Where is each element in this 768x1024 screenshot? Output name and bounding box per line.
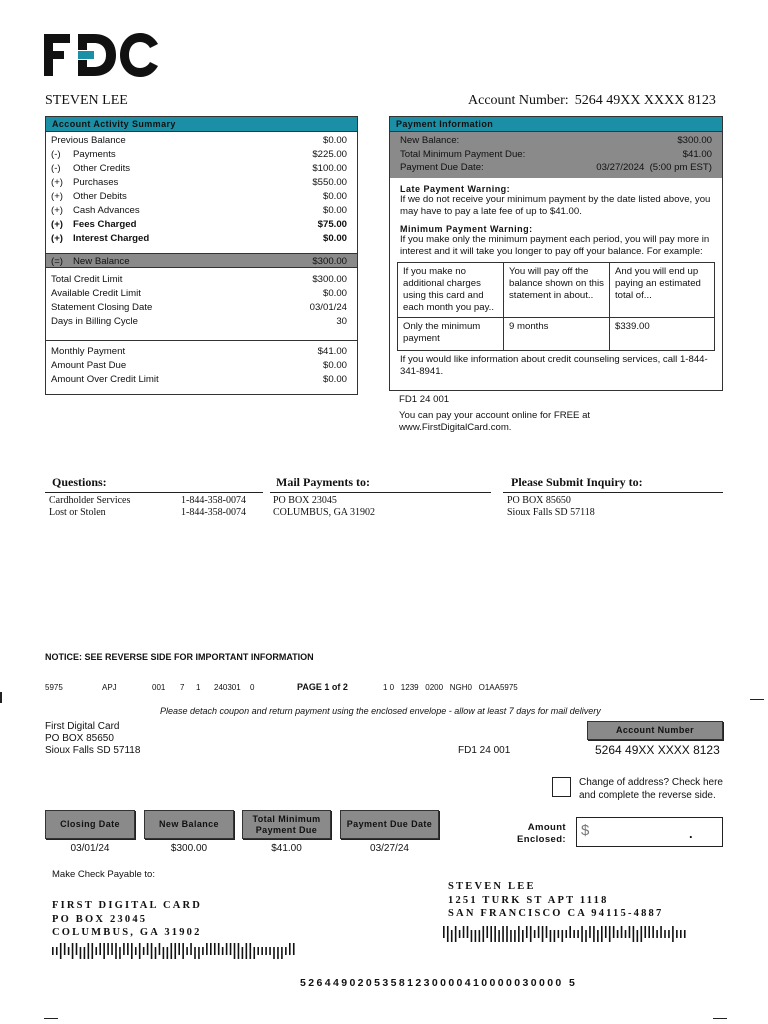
credit-label: Available Credit Limit [51, 288, 141, 299]
activity-value: $75.00 [317, 219, 347, 230]
notice-text: NOTICE: SEE REVERSE SIDE FOR IMPORTANT INFORMATION [45, 652, 314, 662]
payment-value: $41.00 [317, 346, 347, 357]
late-warning-text: If we do not receive your minimum payment by the date listed above, you may have to pay a late fee of up to $41.00. [400, 193, 711, 217]
amount-enclosed-field[interactable] [576, 817, 723, 847]
mail-payments-section [270, 475, 491, 519]
table-cell: $339.00 [610, 317, 715, 350]
min-due-label: Total Minimum Payment Due [242, 810, 331, 839]
payment-info-title: Payment Information [390, 117, 722, 132]
issuer-address [45, 721, 140, 757]
questions-section [45, 475, 263, 519]
previous-balance-value: $0.00 [322, 135, 347, 146]
activity-row-other-credits [46, 162, 357, 176]
amount-label-2: Enclosed: [517, 834, 566, 845]
questions-title: Questions: [45, 475, 263, 493]
activity-row-purchases [46, 176, 357, 190]
new-balance-label: New Balance [144, 810, 234, 839]
coupon-code: FD1 24 001 [458, 745, 511, 756]
customer-name: STEVEN LEE [45, 93, 128, 108]
credit-row-billing-days [46, 315, 357, 329]
code: 5975 [45, 683, 63, 692]
contact-row-cardholder [49, 495, 263, 507]
code: 7 [180, 683, 185, 692]
activity-prefix: (-) [51, 163, 61, 174]
account-activity-summary [45, 116, 358, 395]
activity-value: $0.00 [322, 205, 347, 216]
credit-counseling-text: If you would like information about credit counseling services, call 1-844-341-8941. [400, 353, 708, 377]
mail-title: Mail Payments to: [270, 475, 491, 493]
customer-address [448, 880, 663, 921]
pi-value: $41.00 [682, 148, 712, 160]
pi-label: Payment Due Date: [400, 162, 484, 173]
closing-date-value: 03/01/24 [70, 843, 110, 854]
code: 240301 [214, 683, 241, 692]
account-number-header [468, 93, 716, 109]
closing-date-label: Closing Date [45, 810, 135, 839]
postal-barcode [52, 943, 298, 959]
pi-value: 03/27/2024 (5:00 pm EST) [596, 162, 712, 173]
edge-mark [0, 692, 2, 703]
activity-prefix: (-) [51, 149, 61, 160]
credit-row-available-limit [46, 287, 357, 301]
min-due-value: $41.00 [271, 843, 302, 854]
due-date-value: 03/27/24 [370, 843, 409, 854]
activity-label: Interest Charged [73, 233, 150, 244]
change-address-text: Change of address? Check here and complete the reverse side. [579, 777, 723, 801]
inquiry-title: Please Submit Inquiry to: [503, 475, 723, 493]
new-balance-row [46, 253, 357, 268]
table-row [398, 262, 715, 317]
pi-label: Total Minimum Payment Due: [400, 148, 526, 160]
payment-value: $0.00 [322, 360, 347, 371]
new-balance-value: $300.00 [170, 843, 208, 854]
pi-value: $300.00 [677, 135, 712, 146]
edge-mark [44, 1018, 58, 1019]
customer-line: STEVEN LEE [448, 881, 536, 892]
payee-address [52, 899, 202, 940]
coupon-account-label: Account Number [587, 721, 723, 740]
contact-row-lost-stolen [49, 507, 263, 519]
table-cell: You will pay off the balance shown on this statement in about.. [504, 262, 610, 317]
payment-row-over-limit [46, 373, 357, 387]
min-warning-title: Minimum Payment Warning: [400, 223, 533, 234]
amount-enclosed-label [517, 822, 566, 846]
issuer-line: First Digital Card [45, 721, 120, 732]
table-row [398, 317, 715, 350]
activity-row-other-debits [46, 190, 357, 204]
credit-row-closing-date [46, 301, 357, 315]
detach-instructions: Please detach coupon and return payment using the enclosed envelope - allow at least 7 days for mail delivery [160, 706, 601, 716]
inquiry-line: Sioux Falls SD 57118 [507, 507, 595, 518]
credit-label: Days in Billing Cycle [51, 316, 138, 327]
activity-value: $225.00 [312, 149, 347, 160]
table-cell: Only the minimum payment [398, 317, 504, 350]
payee-line: FIRST DIGITAL CARD [52, 900, 203, 911]
payment-value: $0.00 [322, 374, 347, 385]
credit-value: $0.00 [322, 288, 347, 299]
pi-label: New Balance: [400, 135, 460, 146]
amount-label-1: Amount [527, 822, 566, 833]
activity-row-payments [46, 148, 357, 162]
dollar-sign: $ [581, 822, 590, 839]
activity-prefix: (+) [51, 233, 63, 244]
credit-row-total-limit [46, 273, 357, 287]
payment-label: Monthly Payment [51, 346, 126, 357]
activity-prefix: (+) [51, 205, 63, 216]
pi-row-new-balance [400, 134, 712, 148]
credit-value: 03/01/24 [309, 302, 347, 313]
activity-value: $0.00 [322, 233, 347, 244]
code: APJ [102, 683, 117, 692]
inquiry-section [503, 475, 723, 519]
activity-value: $550.00 [312, 177, 347, 188]
edge-mark [750, 699, 764, 700]
contact-label: Lost or Stolen [49, 507, 106, 518]
statement-code: FD1 24 001 [399, 394, 450, 405]
payment-row-past-due [46, 359, 357, 373]
credit-label: Total Credit Limit [51, 274, 123, 285]
payment-label: Amount Past Due [51, 360, 127, 371]
previous-balance-row [46, 134, 357, 148]
pi-row-min-due [400, 148, 712, 162]
account-number-label: Account Number: [468, 93, 569, 108]
decimal-point: . [689, 826, 693, 841]
contact-phone[interactable]: 1-844-358-0074 [181, 495, 246, 506]
due-date-label: Payment Due Date [340, 810, 439, 839]
table-cell: 9 months [504, 317, 610, 350]
payee-line: COLUMBUS, GA 31902 [52, 927, 202, 938]
activity-prefix: (+) [51, 177, 63, 188]
inquiry-line: PO BOX 85650 [507, 495, 571, 506]
activity-prefix: (+) [51, 191, 63, 202]
activity-value: $100.00 [312, 163, 347, 174]
credit-value: $300.00 [312, 274, 347, 285]
new-balance-prefix: (=) [51, 256, 63, 267]
activity-label: Purchases [73, 177, 119, 188]
credit-label: Statement Closing Date [51, 302, 153, 313]
pi-row-due-date [400, 161, 712, 175]
code-tail: 1 0 1239 0200 NGH0 O1AA5975 [383, 683, 518, 692]
mail-line: COLUMBUS, GA 31902 [273, 507, 375, 518]
new-balance-label: New Balance [73, 256, 130, 267]
table-cell: If you make no additional charges using this card and each month you pay.. [398, 262, 504, 317]
below-payment-info [399, 394, 629, 434]
customer-line: SAN FRANCISCO CA 94115-4887 [448, 908, 664, 919]
credit-value: 30 [336, 316, 347, 327]
activity-row-fees-charged [46, 218, 357, 232]
mail-line: PO BOX 23045 [273, 495, 337, 506]
coupon-account-number: 5264 49XX XXXX 8123 [595, 743, 720, 757]
postal-barcode [443, 926, 689, 942]
activity-row-interest-charged [46, 232, 357, 246]
previous-balance-label: Previous Balance [51, 135, 126, 146]
change-address-checkbox[interactable] [552, 777, 571, 797]
scan-line: 52644902053581230000410000030000 5 [300, 977, 578, 989]
edge-mark [713, 1018, 727, 1019]
activity-label: Other Credits [73, 163, 131, 174]
page-indicator: PAGE 1 of 2 [297, 682, 348, 692]
late-warning-title: Late Payment Warning: [400, 183, 511, 194]
activity-value: $0.00 [322, 191, 347, 202]
payment-info-summary [390, 132, 722, 178]
payee-line: PO BOX 23045 [52, 913, 148, 925]
payment-information [389, 116, 723, 391]
new-balance-value: $300.00 [312, 256, 347, 267]
minimum-payment-table [397, 262, 715, 351]
customer-line: 1251 TURK ST APT 1118 [448, 894, 609, 906]
contact-phone[interactable]: 1-844-358-0074 [181, 507, 246, 518]
issuer-line: PO BOX 85650 [45, 733, 114, 744]
code: 001 [152, 683, 166, 692]
issuer-line: Sioux Falls SD 57118 [45, 745, 141, 756]
code: 0 [250, 683, 255, 692]
activity-label: Fees Charged [73, 219, 137, 230]
activity-label: Cash Advances [73, 205, 140, 216]
min-warning-text: If you make only the minimum payment each period, you will pay more in interest and it will take you longer to pay off your balance. For example: [400, 233, 710, 257]
activity-row-cash-advances [46, 204, 357, 218]
code: 1 [196, 683, 201, 692]
activity-label: Other Debits [73, 191, 127, 202]
payable-label: Make Check Payable to: [52, 869, 155, 880]
account-number-value: 5264 49XX XXXX 8123 [574, 93, 716, 108]
table-cell: And you will end up paying an estimated total of... [610, 262, 715, 317]
fdc-logo [44, 30, 160, 80]
payment-label: Amount Over Credit Limit [51, 374, 159, 385]
activity-label: Payments [73, 149, 116, 160]
online-payment-text: You can pay your account online for FREE at www.FirstDigitalCard.com. [399, 410, 591, 433]
activity-prefix: (+) [51, 219, 63, 230]
contact-label: Cardholder Services [49, 495, 131, 506]
payment-row-monthly [46, 345, 357, 359]
activity-title: Account Activity Summary [46, 117, 357, 132]
